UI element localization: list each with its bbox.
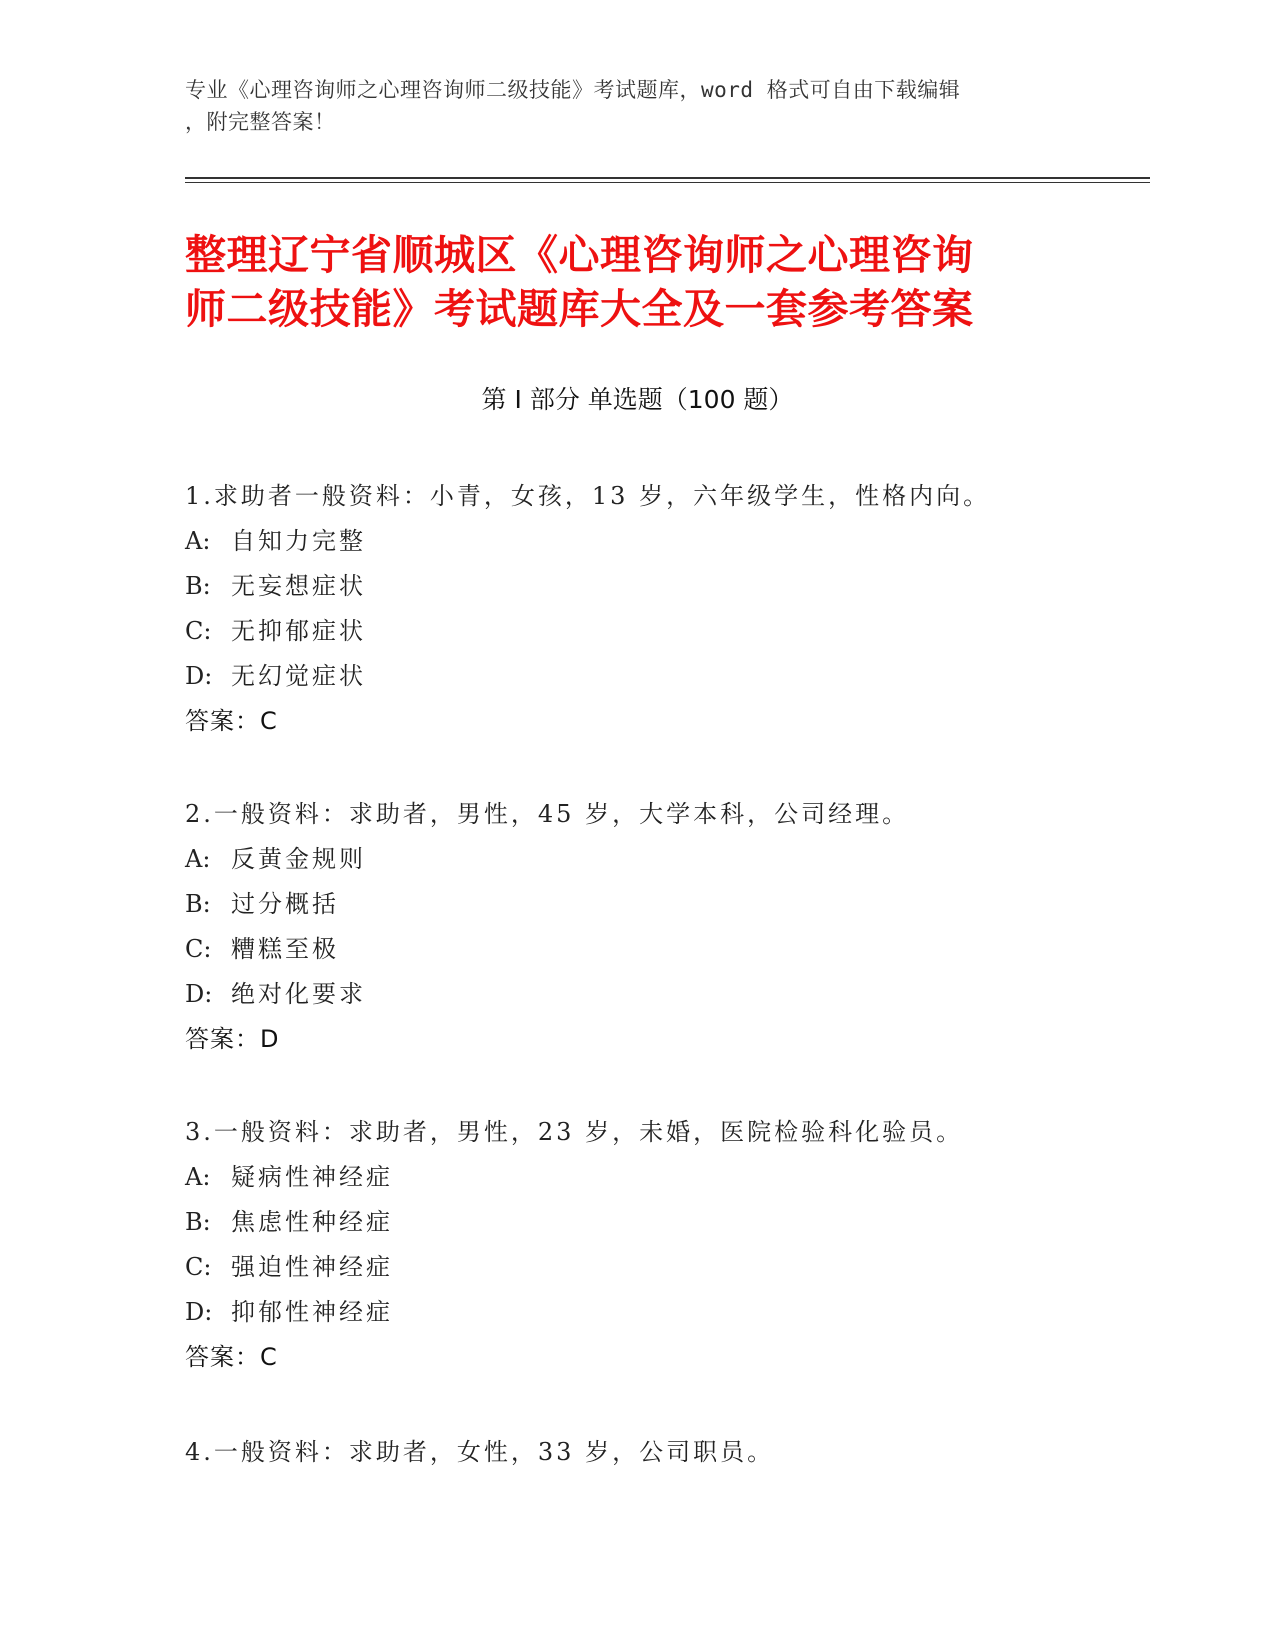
header-note-line-2: ，附完整答案！	[185, 110, 336, 134]
document-title-line-1: 整理辽宁省顺城区《心理咨询师之心理咨询	[185, 231, 974, 279]
option-b	[185, 882, 1085, 927]
option-key: A:	[185, 1163, 211, 1191]
question-2	[185, 792, 1085, 1062]
question-stem: 1.求助者一般资料：小青，女孩，13 岁，六年级学生，性格内向。	[185, 482, 991, 510]
option-text: 反黄金规则	[231, 845, 366, 873]
option-key: A:	[185, 845, 211, 873]
answer-line: 答案：D	[185, 1025, 280, 1053]
option-c	[185, 927, 1085, 972]
option-d	[185, 1290, 1085, 1335]
option-text: 抑郁性神经症	[231, 1298, 393, 1326]
option-text: 无幻觉症状	[231, 662, 366, 690]
option-a	[185, 519, 1085, 564]
option-text: 疑病性神经症	[231, 1163, 393, 1191]
question-stem: 3.一般资料：求助者，男性，23 岁，未婚，医院检验科化验员。	[185, 1118, 964, 1146]
header-note-line-1: 专业《心理咨询师之心理咨询师二级技能》考试题库，word 格式可自由下载编辑	[185, 78, 961, 102]
option-key: C:	[185, 1253, 212, 1281]
option-text: 自知力完整	[231, 527, 366, 555]
header-divider-thick	[185, 177, 1150, 179]
option-key: B:	[185, 572, 211, 600]
option-key: D:	[185, 980, 213, 1008]
option-text: 焦虑性种经症	[231, 1208, 393, 1236]
document-title-line-2: 师二级技能》考试题库大全及一套参考答案	[185, 285, 974, 333]
option-text: 强迫性神经症	[231, 1253, 393, 1281]
answer-line: 答案：C	[185, 707, 278, 735]
option-c	[185, 609, 1085, 654]
question-1	[185, 474, 1085, 744]
option-text: 绝对化要求	[231, 980, 366, 1008]
option-c	[185, 1245, 1085, 1290]
option-key: B:	[185, 890, 211, 918]
option-text: 无抑郁症状	[231, 617, 366, 645]
header-divider-thin	[185, 182, 1150, 183]
option-b	[185, 564, 1085, 609]
option-b	[185, 1200, 1085, 1245]
option-key: B:	[185, 1208, 211, 1236]
option-d	[185, 654, 1085, 699]
option-text: 无妄想症状	[231, 572, 366, 600]
option-key: C:	[185, 617, 212, 645]
option-key: A:	[185, 527, 211, 555]
answer-line: 答案：C	[185, 1343, 278, 1371]
option-d	[185, 972, 1085, 1017]
section-heading: 第 I 部分 单选题（100 题）	[481, 385, 794, 414]
question-stem: 2.一般资料：求助者，男性，45 岁，大学本科，公司经理。	[185, 800, 910, 828]
option-a	[185, 837, 1085, 882]
option-a	[185, 1155, 1085, 1200]
option-key: D:	[185, 1298, 213, 1326]
option-key: C:	[185, 935, 212, 963]
document-title	[185, 228, 1085, 336]
question-3	[185, 1110, 1085, 1380]
question-stem: 4.一般资料：求助者，女性，33 岁，公司职员。	[185, 1438, 775, 1466]
option-text: 糟糕至极	[231, 935, 339, 963]
option-key: D:	[185, 662, 213, 690]
header-note	[185, 74, 1065, 138]
question-4	[185, 1430, 1085, 1475]
option-text: 过分概括	[231, 890, 339, 918]
